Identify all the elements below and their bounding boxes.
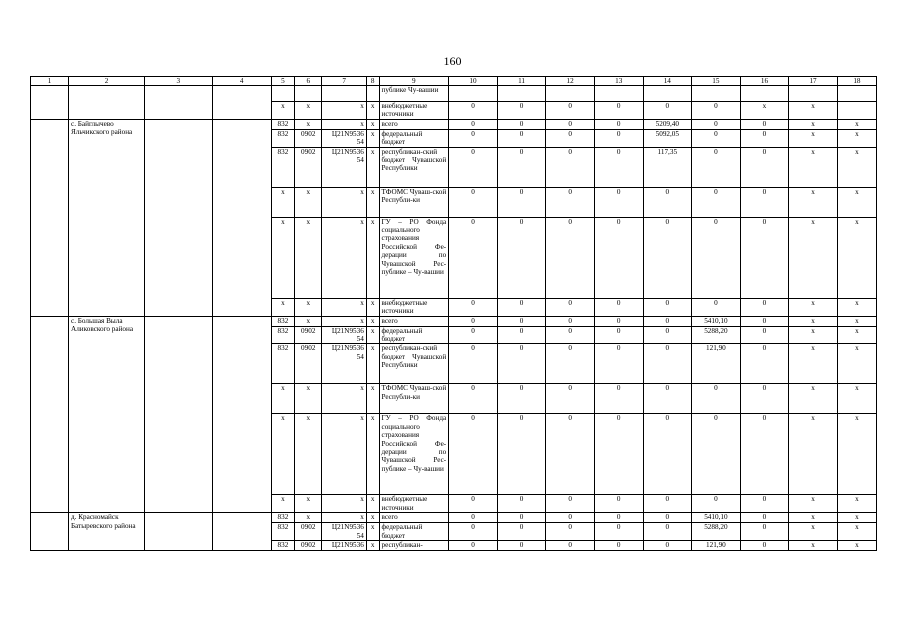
value-cell-17: x (789, 316, 838, 326)
value-cell-16: 0 (740, 119, 789, 129)
column-header-12: 12 (546, 77, 595, 86)
expense-type-cell: x (366, 217, 379, 298)
value-cell-14: 0 (643, 187, 692, 217)
column-header-11: 11 (497, 77, 546, 86)
value-cell-16: 0 (740, 147, 789, 187)
value-cell-10: 0 (449, 102, 498, 120)
value-cell-11: 0 (497, 513, 546, 523)
code-cell: x (271, 495, 294, 513)
code-cell: x (271, 414, 294, 495)
value-cell-16: 0 (740, 495, 789, 513)
section-cell: x (295, 119, 322, 129)
section-cell: 0902 (295, 541, 322, 551)
value-cell-11 (497, 86, 546, 102)
value-cell-15: 0 (692, 217, 741, 298)
funding-source-cell: внебюджетные источники (379, 495, 449, 513)
expense-type-cell: x (366, 119, 379, 129)
expense-type-cell: x (366, 523, 379, 541)
value-cell-14: 0 (643, 513, 692, 523)
target-article-cell: Ц21N9536 54 (322, 326, 366, 344)
column-header-7: 7 (322, 77, 366, 86)
value-cell-16: 0 (740, 187, 789, 217)
column-header-3: 3 (145, 77, 213, 86)
column-header-18: 18 (837, 77, 876, 86)
budget-table (30, 76, 877, 551)
value-cell-16: 0 (740, 326, 789, 344)
value-cell-16: 0 (740, 384, 789, 414)
table-row (31, 119, 877, 129)
value-cell-14: 0 (643, 384, 692, 414)
target-article-cell: Ц21N9536 54 (322, 523, 366, 541)
value-cell-15: 5410,10 (692, 513, 741, 523)
value-cell-12: 0 (546, 187, 595, 217)
value-cell-13: 0 (594, 326, 643, 344)
value-cell-13: 0 (594, 495, 643, 513)
value-cell-15: 0 (692, 119, 741, 129)
target-article-cell: x (322, 384, 366, 414)
value-cell-13: 0 (594, 147, 643, 187)
column-header-17: 17 (789, 77, 838, 86)
value-cell-14: 0 (643, 541, 692, 551)
column-header-2: 2 (69, 77, 145, 86)
section-cell: x (295, 217, 322, 298)
value-cell-12: 0 (546, 147, 595, 187)
value-cell-13: 0 (594, 523, 643, 541)
value-cell-18: x (837, 217, 876, 298)
value-cell-18: x (837, 384, 876, 414)
value-cell-10: 0 (449, 326, 498, 344)
value-cell-14: 5092,05 (643, 129, 692, 147)
value-cell-12: 0 (546, 316, 595, 326)
code-cell: 832 (271, 119, 294, 129)
value-cell-16: 0 (740, 523, 789, 541)
value-cell-15: 0 (692, 495, 741, 513)
code-cell: x (271, 102, 294, 120)
expense-type-cell: x (366, 187, 379, 217)
value-cell-10: 0 (449, 344, 498, 384)
column-header-8: 8 (366, 77, 379, 86)
expense-type-cell: x (366, 298, 379, 316)
value-cell-13: 0 (594, 187, 643, 217)
expense-type-cell: x (366, 344, 379, 384)
value-cell-18: x (837, 344, 876, 384)
value-cell-10: 0 (449, 384, 498, 414)
value-cell-18: x (837, 147, 876, 187)
target-article-cell: Ц21N9536 54 (322, 147, 366, 187)
col-4-cell (212, 86, 271, 120)
funding-source-cell: федеральный бюджет (379, 523, 449, 541)
expense-type-cell: x (366, 541, 379, 551)
value-cell-14: 5209,40 (643, 119, 692, 129)
value-cell-12: 0 (546, 495, 595, 513)
value-cell-12: 0 (546, 326, 595, 344)
value-cell-15: 0 (692, 102, 741, 120)
value-cell-11: 0 (497, 414, 546, 495)
section-cell: 0902 (295, 147, 322, 187)
value-cell-17: x (789, 102, 838, 120)
value-cell-15: 5410,10 (692, 316, 741, 326)
section-cell: 0902 (295, 523, 322, 541)
value-cell-16: 0 (740, 217, 789, 298)
target-article-cell: x (322, 414, 366, 495)
funding-source-cell: республикан-ский бюджет Чувашской Республики (379, 344, 449, 384)
section-cell: x (295, 298, 322, 316)
value-cell-18: x (837, 187, 876, 217)
value-cell-12: 0 (546, 344, 595, 384)
location-cell: с. Большая Выла Аликовского района (69, 316, 145, 513)
value-cell-17: x (789, 523, 838, 541)
section-cell: x (295, 513, 322, 523)
value-cell-18: x (837, 326, 876, 344)
value-cell-14: 0 (643, 414, 692, 495)
column-header-4: 4 (212, 77, 271, 86)
section-cell: 0902 (295, 129, 322, 147)
funding-source-cell: всего (379, 513, 449, 523)
target-article-cell: x (322, 119, 366, 129)
value-cell-10: 0 (449, 217, 498, 298)
col-3-cell (145, 513, 213, 551)
value-cell-14: 0 (643, 316, 692, 326)
value-cell-13: 0 (594, 414, 643, 495)
expense-type-cell: x (366, 414, 379, 495)
value-cell-11: 0 (497, 119, 546, 129)
section-cell: x (295, 384, 322, 414)
value-cell-17: x (789, 217, 838, 298)
section-cell: x (295, 414, 322, 495)
value-cell-14: 0 (643, 326, 692, 344)
value-cell-17: x (789, 119, 838, 129)
target-article-cell (322, 86, 366, 102)
value-cell-14: 0 (643, 217, 692, 298)
code-cell: 832 (271, 316, 294, 326)
value-cell-15: 5288,20 (692, 523, 741, 541)
value-cell-15: 0 (692, 147, 741, 187)
target-article-cell: Ц21N9536 (322, 541, 366, 551)
value-cell-18: x (837, 523, 876, 541)
value-cell-16: 0 (740, 298, 789, 316)
value-cell-15: 121,90 (692, 344, 741, 384)
value-cell-16: 0 (740, 344, 789, 384)
value-cell-18: x (837, 414, 876, 495)
value-cell-14: 0 (643, 495, 692, 513)
expense-type-cell: x (366, 129, 379, 147)
expense-type-cell: x (366, 495, 379, 513)
col-1-cell (31, 316, 69, 513)
funding-source-cell: всего (379, 316, 449, 326)
expense-type-cell: x (366, 316, 379, 326)
value-cell-11: 0 (497, 344, 546, 384)
value-cell-16: 0 (740, 414, 789, 495)
value-cell-11: 0 (497, 384, 546, 414)
section-cell: x (295, 102, 322, 120)
value-cell-15: 0 (692, 414, 741, 495)
target-article-cell: x (322, 298, 366, 316)
value-cell-10: 0 (449, 298, 498, 316)
column-header-14: 14 (643, 77, 692, 86)
value-cell-12: 0 (546, 298, 595, 316)
value-cell-18: x (837, 316, 876, 326)
value-cell-13: 0 (594, 316, 643, 326)
section-cell: x (295, 316, 322, 326)
section-cell (295, 86, 322, 102)
value-cell-15: 0 (692, 298, 741, 316)
col-4-cell (212, 316, 271, 513)
table-row (31, 86, 877, 102)
funding-source-cell: внебюджетные источники (379, 298, 449, 316)
expense-type-cell: x (366, 513, 379, 523)
expense-type-cell: x (366, 384, 379, 414)
value-cell-10: 0 (449, 513, 498, 523)
value-cell-11: 0 (497, 316, 546, 326)
expense-type-cell (366, 86, 379, 102)
code-cell: x (271, 384, 294, 414)
target-article-cell: x (322, 513, 366, 523)
target-article-cell: x (322, 316, 366, 326)
value-cell-14: 0 (643, 102, 692, 120)
section-cell: x (295, 187, 322, 217)
code-cell: x (271, 187, 294, 217)
value-cell-10: 0 (449, 187, 498, 217)
value-cell-13: 0 (594, 102, 643, 120)
header-row (31, 77, 877, 86)
value-cell-18: x (837, 541, 876, 551)
value-cell-11: 0 (497, 102, 546, 120)
value-cell-13 (594, 86, 643, 102)
value-cell-17: x (789, 129, 838, 147)
value-cell-17: x (789, 326, 838, 344)
code-cell: 832 (271, 326, 294, 344)
funding-source-cell: республикан-ский бюджет Чувашской Республики (379, 147, 449, 187)
funding-source-cell: всего (379, 119, 449, 129)
column-header-10: 10 (449, 77, 498, 86)
value-cell-18 (837, 86, 876, 102)
value-cell-13: 0 (594, 344, 643, 384)
value-cell-13: 0 (594, 217, 643, 298)
value-cell-17: x (789, 513, 838, 523)
funding-source-cell: ГУ – РО Фонда социального страхования Российской Фе-дерации по Чувашской Рес-публике – Чу-вашии (379, 414, 449, 495)
value-cell-12: 0 (546, 119, 595, 129)
value-cell-12: 0 (546, 217, 595, 298)
col-1-cell (31, 119, 69, 316)
col-3-cell (145, 119, 213, 316)
value-cell-17: x (789, 414, 838, 495)
expense-type-cell: x (366, 102, 379, 120)
value-cell-10: 0 (449, 119, 498, 129)
target-article-cell: x (322, 187, 366, 217)
col-4-cell (212, 513, 271, 551)
value-cell-12: 0 (546, 523, 595, 541)
expense-type-cell: x (366, 326, 379, 344)
value-cell-14: 117,35 (643, 147, 692, 187)
code-cell: 832 (271, 344, 294, 384)
value-cell-16: 0 (740, 541, 789, 551)
value-cell-14: 0 (643, 344, 692, 384)
code-cell: 832 (271, 147, 294, 187)
value-cell-15 (692, 86, 741, 102)
value-cell-12: 0 (546, 513, 595, 523)
column-header-13: 13 (594, 77, 643, 86)
value-cell-15: 0 (692, 187, 741, 217)
value-cell-16: 0 (740, 316, 789, 326)
value-cell-11: 0 (497, 217, 546, 298)
section-cell: 0902 (295, 326, 322, 344)
value-cell-12 (546, 86, 595, 102)
value-cell-10: 0 (449, 129, 498, 147)
funding-source-cell: федеральный бюджет (379, 129, 449, 147)
location-cell: с. Байглычево Яльчикского района (69, 119, 145, 316)
value-cell-17: x (789, 541, 838, 551)
code-cell: 832 (271, 129, 294, 147)
col-3-cell (145, 86, 213, 120)
value-cell-12: 0 (546, 384, 595, 414)
target-article-cell: Ц21N9536 54 (322, 129, 366, 147)
value-cell-14: 0 (643, 523, 692, 541)
value-cell-18: x (837, 129, 876, 147)
value-cell-17: x (789, 344, 838, 384)
funding-source-cell: федеральный бюджет (379, 326, 449, 344)
value-cell-12: 0 (546, 129, 595, 147)
value-cell-13: 0 (594, 129, 643, 147)
value-cell-13: 0 (594, 513, 643, 523)
funding-source-cell: публике Чу-вашии (379, 86, 449, 102)
value-cell-17: x (789, 384, 838, 414)
value-cell-11: 0 (497, 326, 546, 344)
value-cell-17: x (789, 187, 838, 217)
value-cell-10: 0 (449, 414, 498, 495)
value-cell-15: 5288,20 (692, 326, 741, 344)
value-cell-12: 0 (546, 541, 595, 551)
target-article-cell: Ц21N9536 54 (322, 344, 366, 384)
value-cell-10: 0 (449, 147, 498, 187)
col-1-cell (31, 86, 69, 120)
code-cell: x (271, 217, 294, 298)
funding-source-cell: ГУ – РО Фонда социального страхования Российской Фе-дерации по Чувашской Рес-публике – Чу-вашии (379, 217, 449, 298)
expense-type-cell: x (366, 147, 379, 187)
value-cell-11: 0 (497, 187, 546, 217)
code-cell (271, 86, 294, 102)
value-cell-10: 0 (449, 495, 498, 513)
value-cell-13: 0 (594, 298, 643, 316)
location-cell (69, 86, 145, 120)
value-cell-15: 121,90 (692, 541, 741, 551)
code-cell: 832 (271, 541, 294, 551)
value-cell-16: x (740, 102, 789, 120)
value-cell-16: 0 (740, 513, 789, 523)
value-cell-11: 0 (497, 541, 546, 551)
col-1-cell (31, 513, 69, 551)
value-cell-11: 0 (497, 523, 546, 541)
value-cell-17: x (789, 147, 838, 187)
target-article-cell: x (322, 217, 366, 298)
col-4-cell (212, 119, 271, 316)
funding-source-cell: ТФОМС Чуваш-ской Республи-ки (379, 384, 449, 414)
value-cell-14 (643, 86, 692, 102)
value-cell-15: 0 (692, 129, 741, 147)
value-cell-18: x (837, 513, 876, 523)
value-cell-18: x (837, 495, 876, 513)
value-cell-13: 0 (594, 384, 643, 414)
column-header-1: 1 (31, 77, 69, 86)
value-cell-11: 0 (497, 298, 546, 316)
value-cell-10: 0 (449, 541, 498, 551)
section-cell: 0902 (295, 344, 322, 384)
funding-source-cell: республикан- (379, 541, 449, 551)
value-cell-12: 0 (546, 102, 595, 120)
code-cell: 832 (271, 513, 294, 523)
column-header-16: 16 (740, 77, 789, 86)
value-cell-16 (740, 86, 789, 102)
value-cell-17: x (789, 495, 838, 513)
code-cell: x (271, 298, 294, 316)
funding-source-cell: внебюджетные источники (379, 102, 449, 120)
value-cell-12: 0 (546, 414, 595, 495)
value-cell-10 (449, 86, 498, 102)
col-3-cell (145, 316, 213, 513)
value-cell-17: x (789, 298, 838, 316)
value-cell-11: 0 (497, 147, 546, 187)
value-cell-18: x (837, 119, 876, 129)
value-cell-10: 0 (449, 316, 498, 326)
value-cell-14: 0 (643, 298, 692, 316)
section-cell: x (295, 495, 322, 513)
column-header-15: 15 (692, 77, 741, 86)
funding-source-cell: ТФОМС Чуваш-ской Республи-ки (379, 187, 449, 217)
value-cell-18 (837, 102, 876, 120)
page-number: 160 (443, 54, 462, 68)
value-cell-13: 0 (594, 541, 643, 551)
target-article-cell: x (322, 495, 366, 513)
value-cell-13: 0 (594, 119, 643, 129)
value-cell-17 (789, 86, 838, 102)
value-cell-15: 0 (692, 384, 741, 414)
code-cell: 832 (271, 523, 294, 541)
value-cell-18: x (837, 298, 876, 316)
value-cell-11: 0 (497, 495, 546, 513)
value-cell-16: 0 (740, 129, 789, 147)
column-header-6: 6 (295, 77, 322, 86)
target-article-cell: x (322, 102, 366, 120)
column-header-5: 5 (271, 77, 294, 86)
value-cell-11: 0 (497, 129, 546, 147)
table-row (31, 513, 877, 523)
table-row (31, 316, 877, 326)
value-cell-10: 0 (449, 523, 498, 541)
column-header-9: 9 (379, 77, 449, 86)
location-cell: д. Красномайск Батыревского района (69, 513, 145, 551)
